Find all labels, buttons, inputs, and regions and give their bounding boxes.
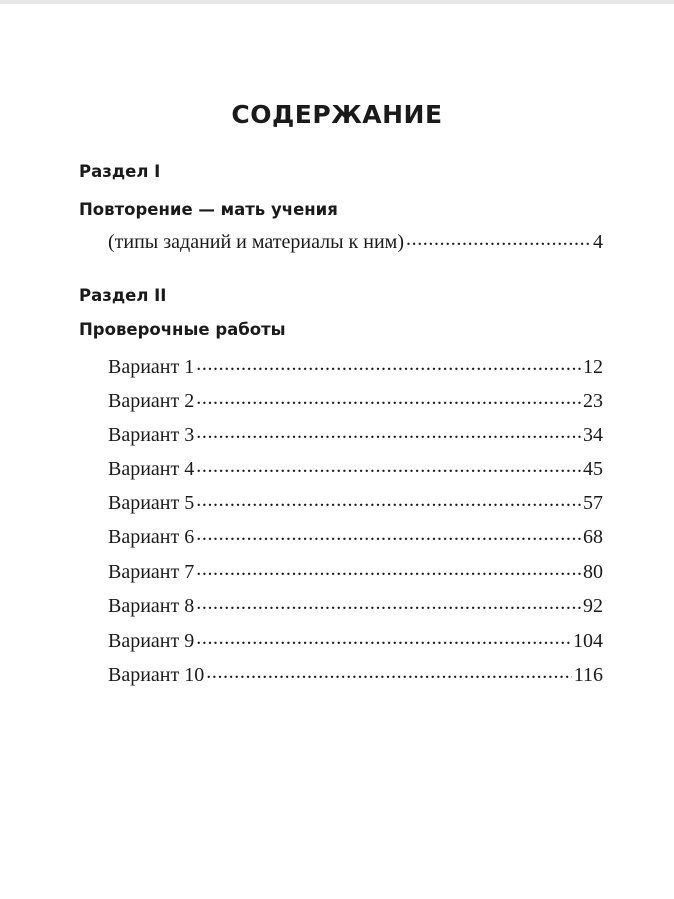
- dot-leader: [196, 523, 581, 543]
- toc-entry-label: (типы заданий и материалы к ним): [108, 231, 404, 253]
- dot-leader: [196, 455, 581, 475]
- toc-entry-label: Вариант 2: [108, 390, 195, 412]
- dot-leader: [196, 489, 581, 509]
- toc-entry-page: 57: [583, 492, 603, 514]
- toc-entry-page: 68: [583, 526, 603, 548]
- toc-entry-label: Вариант 1: [108, 356, 195, 378]
- dot-leader: [196, 627, 571, 647]
- toc-entry-variant-7[interactable]: [108, 558, 603, 584]
- toc-entry-variant-6[interactable]: [108, 523, 603, 549]
- toc-entry-page: 80: [583, 561, 603, 583]
- toc-entry-variant-8[interactable]: [108, 592, 603, 618]
- toc-entry-label: Вариант 9: [108, 630, 195, 652]
- toc-entry-page: 12: [583, 356, 603, 378]
- toc-entry-variant-3[interactable]: [108, 421, 603, 447]
- dot-leader: [406, 228, 591, 248]
- toc-entry-variant-5[interactable]: [108, 489, 603, 515]
- top-border: [0, 0, 674, 4]
- section-2-heading: Проверочные работы: [79, 320, 286, 339]
- toc-entry-label: Вариант 8: [108, 595, 195, 617]
- toc-entry-variant-1[interactable]: [108, 353, 603, 379]
- dot-leader: [206, 661, 571, 681]
- toc-entry-variant-10[interactable]: [108, 661, 603, 687]
- toc-entry-page: 4: [593, 231, 603, 253]
- dot-leader: [196, 558, 581, 578]
- toc-entry-label: Вариант 10: [108, 664, 205, 686]
- toc-entry-page: 104: [573, 630, 603, 652]
- toc-entry-page: 23: [583, 390, 603, 412]
- toc-entry-section-1[interactable]: [108, 228, 603, 254]
- toc-entry-label: Вариант 5: [108, 492, 195, 514]
- toc-entry-page: 92: [583, 595, 603, 617]
- toc-entry-label: Вариант 4: [108, 458, 195, 480]
- toc-entry-label: Вариант 3: [108, 424, 195, 446]
- section-1-heading: Повторение — мать учения: [79, 200, 338, 219]
- toc-entry-variant-9[interactable]: [108, 627, 603, 653]
- dot-leader: [196, 421, 581, 441]
- toc-entry-label: Вариант 7: [108, 561, 195, 583]
- page-title: СОДЕРЖАНИЕ: [231, 100, 443, 129]
- toc-entry-page: 45: [583, 458, 603, 480]
- section-1-label: Раздел I: [79, 162, 161, 181]
- section-2-label: Раздел II: [79, 286, 167, 305]
- toc-entry-label: Вариант 6: [108, 526, 195, 548]
- toc-entry-page: 34: [583, 424, 603, 446]
- toc-entry-variant-2[interactable]: [108, 387, 603, 413]
- dot-leader: [196, 387, 581, 407]
- dot-leader: [196, 592, 581, 612]
- toc-entry-page: 116: [573, 664, 603, 686]
- toc-entry-variant-4[interactable]: [108, 455, 603, 481]
- dot-leader: [196, 353, 581, 373]
